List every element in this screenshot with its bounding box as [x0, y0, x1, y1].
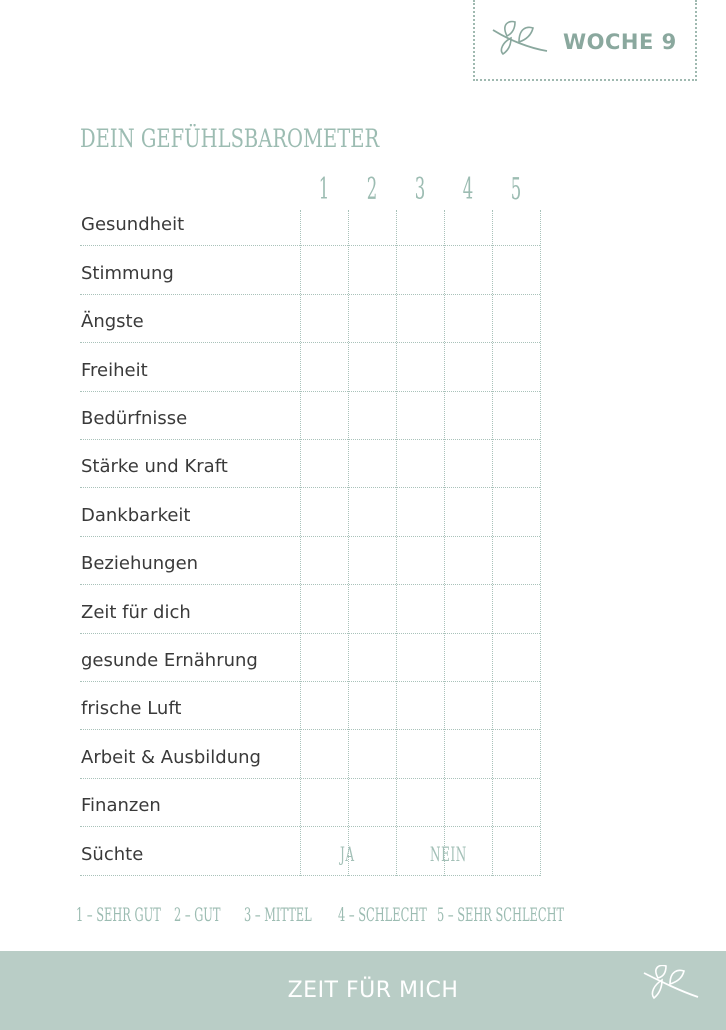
rating-cell-1[interactable]	[300, 198, 348, 246]
no-label: NEIN	[430, 842, 467, 867]
table-row	[80, 779, 540, 827]
rating-cell-4[interactable]	[444, 779, 492, 827]
legend-item-1: 1 – SEHR GUT	[76, 904, 161, 926]
rating-cell-3[interactable]	[396, 295, 444, 343]
row-label: Ängste	[81, 311, 144, 333]
rating-cell-5[interactable]	[492, 730, 540, 778]
rating-cell-5[interactable]	[492, 295, 540, 343]
yes-cell[interactable]	[300, 827, 396, 875]
row-label: Zeit für dich	[81, 601, 191, 623]
row-label: Arbeit & Ausbildung	[81, 746, 261, 768]
column-header-2: 2	[366, 172, 378, 207]
column-header-1: 1	[318, 172, 330, 207]
rating-cell-2[interactable]	[348, 779, 396, 827]
rating-cell-3[interactable]	[396, 537, 444, 585]
yes-label: JA	[340, 842, 355, 867]
rating-cell-4[interactable]	[444, 730, 492, 778]
table-row	[80, 634, 540, 682]
rating-cell-5[interactable]	[492, 440, 540, 488]
rating-cell-1[interactable]	[300, 537, 348, 585]
rating-cell-1[interactable]	[300, 634, 348, 682]
column-header-3: 3	[414, 172, 426, 207]
rating-cell-5[interactable]	[492, 537, 540, 585]
table-row	[80, 343, 540, 391]
rating-cell-4[interactable]	[444, 295, 492, 343]
rating-cell-5[interactable]	[492, 246, 540, 294]
table-row	[80, 585, 540, 633]
rating-cell-4[interactable]	[444, 392, 492, 440]
rating-cell-4[interactable]	[444, 488, 492, 536]
rating-cell-1[interactable]	[300, 246, 348, 294]
rating-cell-1[interactable]	[300, 343, 348, 391]
row-label: Stimmung	[81, 262, 174, 284]
legend-item-5: 5 – SEHR SCHLECHT	[437, 904, 565, 926]
table-row	[80, 198, 540, 246]
rating-cell-2[interactable]	[348, 634, 396, 682]
rating-cell-4[interactable]	[444, 585, 492, 633]
rating-cell-3[interactable]	[396, 779, 444, 827]
rating-cell-3[interactable]	[396, 392, 444, 440]
week-label: WOCHE 9	[563, 30, 677, 54]
footer-bar	[0, 951, 726, 1030]
row-label: Gesundheit	[81, 214, 185, 236]
rating-cell-3[interactable]	[396, 682, 444, 730]
rating-cell-5[interactable]	[492, 682, 540, 730]
table-row	[80, 440, 540, 488]
row-label: Dankbarkeit	[81, 504, 191, 526]
rating-cell-1[interactable]	[300, 682, 348, 730]
rating-cell-2[interactable]	[348, 440, 396, 488]
rating-cell-4[interactable]	[444, 343, 492, 391]
barometer-table	[80, 198, 540, 876]
column-header-5: 5	[510, 172, 522, 207]
row-label: Freiheit	[81, 359, 148, 381]
rating-cell-1[interactable]	[300, 585, 348, 633]
rating-cell-3[interactable]	[396, 488, 444, 536]
rating-cell-2[interactable]	[348, 343, 396, 391]
rating-cell-4[interactable]	[444, 440, 492, 488]
rating-cell-5[interactable]	[492, 198, 540, 246]
table-row	[80, 682, 540, 730]
rating-cell-5[interactable]	[492, 585, 540, 633]
leaf-branch-icon	[640, 965, 700, 1005]
rating-cell-5[interactable]	[492, 779, 540, 827]
rating-cell-2[interactable]	[348, 198, 396, 246]
rating-cell-1[interactable]	[300, 392, 348, 440]
legend-item-2: 2 – GUT	[174, 904, 221, 926]
row-label: Stärke und Kraft	[81, 456, 228, 478]
rating-cell-1[interactable]	[300, 730, 348, 778]
table-row	[80, 295, 540, 343]
rating-cell-3[interactable]	[396, 585, 444, 633]
row-label: Süchte	[81, 843, 144, 865]
row-label: Beziehungen	[81, 553, 199, 575]
rating-cell-1[interactable]	[300, 488, 348, 536]
table-row	[80, 730, 540, 778]
row-label: Bedürfnisse	[81, 407, 188, 429]
leaf-branch-icon	[489, 18, 549, 58]
rating-cell-2[interactable]	[348, 392, 396, 440]
rating-cell-2[interactable]	[348, 537, 396, 585]
rating-cell-2[interactable]	[348, 682, 396, 730]
table-row	[80, 537, 540, 585]
table-row	[80, 488, 540, 536]
legend-item-3: 3 – MITTEL	[244, 904, 312, 926]
table-row	[80, 392, 540, 440]
rating-cell-3[interactable]	[396, 343, 444, 391]
rating-cell-2[interactable]	[348, 246, 396, 294]
legend-item-4: 4 – SCHLECHT	[338, 904, 427, 926]
table-row	[80, 246, 540, 294]
rating-cell-1[interactable]	[300, 295, 348, 343]
rating-cell-4[interactable]	[444, 682, 492, 730]
rating-cell-5[interactable]	[492, 634, 540, 682]
week-box	[473, 0, 697, 81]
rating-cell-4[interactable]	[444, 634, 492, 682]
rating-cell-3[interactable]	[396, 634, 444, 682]
rating-cell-4[interactable]	[444, 537, 492, 585]
rating-cell-4[interactable]	[444, 198, 492, 246]
rating-cell-3[interactable]	[396, 730, 444, 778]
row-label: Finanzen	[81, 795, 161, 817]
table-row	[80, 827, 540, 875]
rating-cell-3[interactable]	[396, 440, 444, 488]
page-title: DEIN GEFÜHLSBAROMETER	[80, 124, 380, 153]
rating-cell-2[interactable]	[348, 295, 396, 343]
rating-cell-5[interactable]	[492, 392, 540, 440]
rating-cell-2[interactable]	[348, 730, 396, 778]
rating-cell-3[interactable]	[396, 246, 444, 294]
no-cell[interactable]	[396, 827, 492, 875]
rating-cell-4[interactable]	[444, 246, 492, 294]
rating-cell-1[interactable]	[300, 440, 348, 488]
rating-cell-1[interactable]	[300, 779, 348, 827]
rating-cell-2[interactable]	[348, 585, 396, 633]
footer-title: ZEIT FÜR MICH	[287, 978, 459, 1003]
row-label: frische Luft	[81, 698, 182, 720]
rating-cell-3[interactable]	[396, 198, 444, 246]
column-header-4: 4	[462, 172, 474, 207]
rating-cell-2[interactable]	[348, 488, 396, 536]
rating-cell-5[interactable]	[492, 488, 540, 536]
rating-cell-5[interactable]	[492, 343, 540, 391]
row-label: gesunde Ernährung	[81, 649, 258, 671]
grid-line	[540, 210, 541, 876]
